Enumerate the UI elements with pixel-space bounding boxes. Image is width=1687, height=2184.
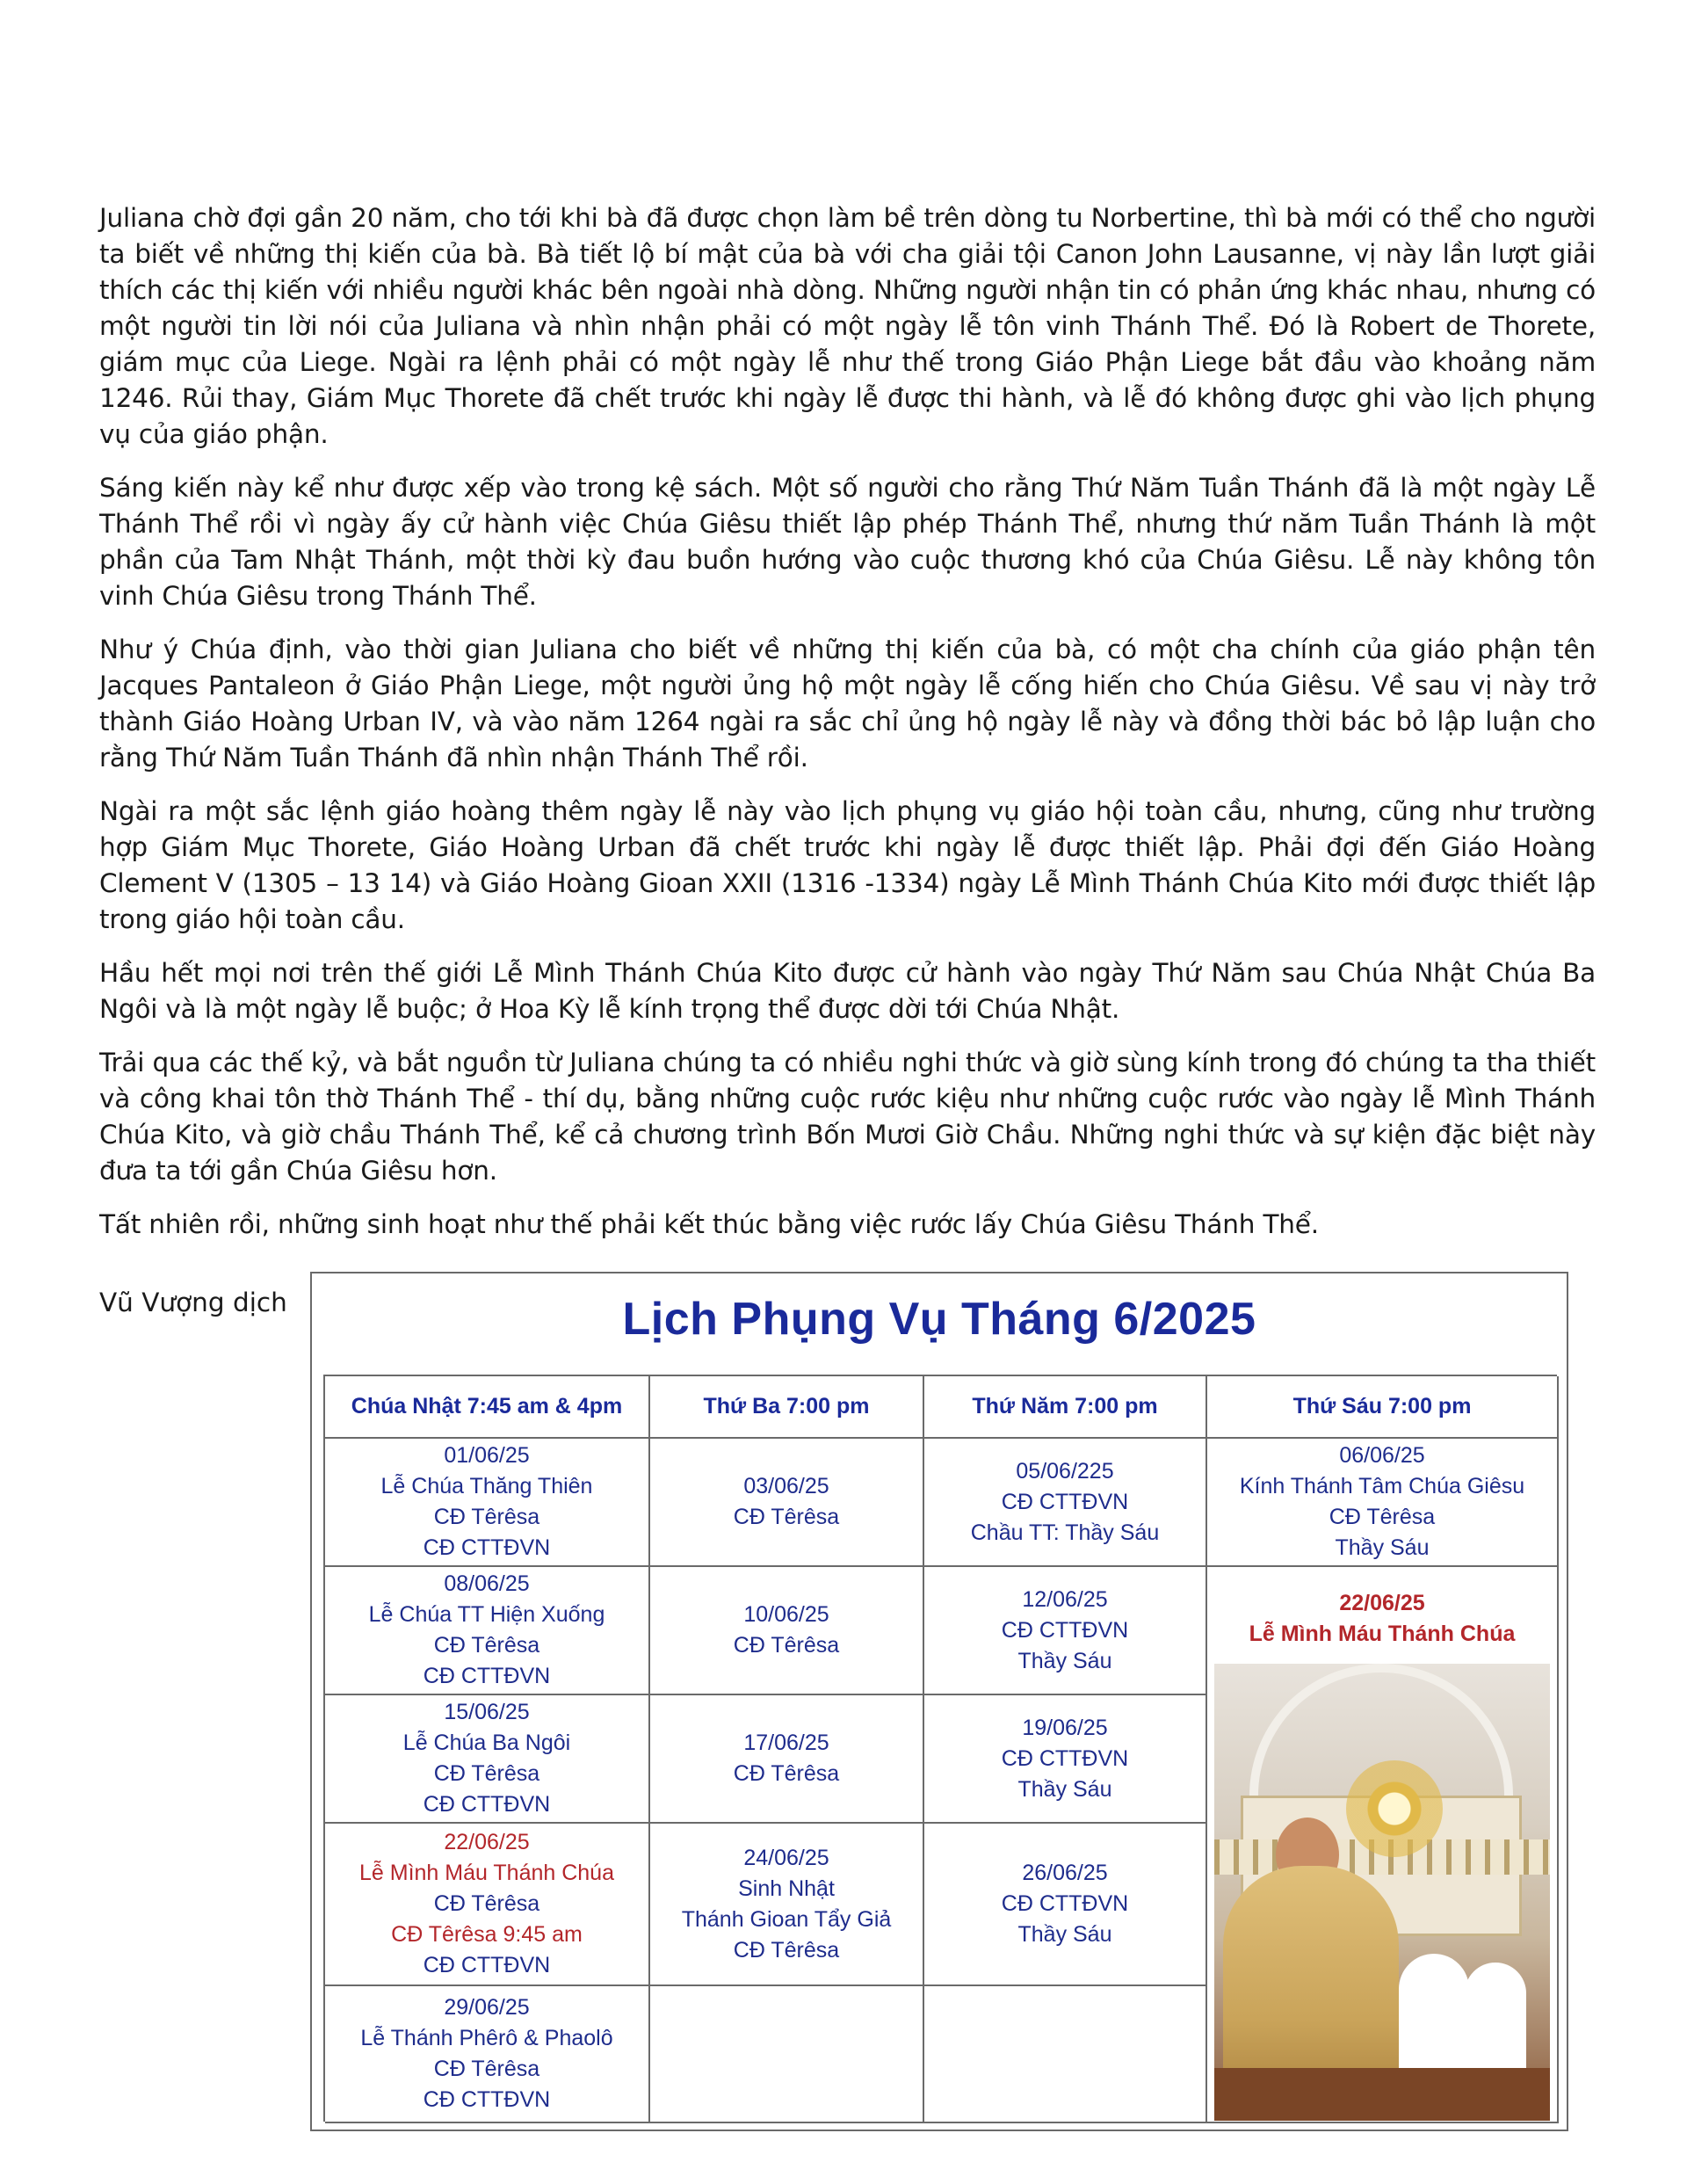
sunday-cell [325,1567,650,1695]
cell-line: CĐ Têrêsa [433,2057,540,2081]
feature-cell [1207,1567,1559,2123]
cell-line: Thầy Sáu [1017,1922,1112,1947]
feature-date: 22/06/25 [1339,1591,1425,1615]
header-thursday: Thứ Năm 7:00 pm [924,1376,1207,1439]
tuesday-cell [650,1567,924,1695]
cell-line: CĐ Têrêsa [733,1505,840,1529]
cell-line: CĐ Têrêsa [433,1633,540,1658]
cell-line: CĐ Têrêsa [1329,1505,1436,1529]
monstrance-icon [1346,1760,1443,1857]
paragraph-3: Như ý Chúa định, vào thời gian Juliana cho biết về những thị kiến của bà, có một cha chính của giáo phận tên Jacques Pantaleon ở Giáo Phận Liege, một người ủng hộ một ngày lễ cống hiến cho Chúa Giêsu. Về sau vị này trở thành Giáo Hoàng Urban IV, và vào năm 1264 ngài ra sắc chỉ ủng hộ ngày lễ này và đồng thời bác bỏ lập luận cho rằng Thứ Năm Tuần Thánh đã nhìn nhận Thánh Thể rồi. [99,635,1596,773]
cell-feast: Kính Thánh Tâm Chúa Giêsu [1239,1474,1525,1498]
sanctuary-floor [1214,2068,1550,2121]
cell-feast: Lễ Mình Máu Thánh Chúa [358,1861,614,1885]
thursday-cell [924,1439,1207,1567]
cell-line: CĐ CTTĐVN [1001,1617,1129,1643]
cell-date: 08/06/25 [444,1571,530,1596]
cell-date: 12/06/25 [1022,1586,1108,1612]
cell-line: CĐ Têrêsa [733,1761,840,1786]
cell-line: CĐ Têrêsa [433,1761,540,1786]
cell-line: CĐ Têrêsa 9:45 am [391,1922,583,1947]
cell-line: CĐ CTTĐVN [1001,1745,1129,1771]
cell-date: 10/06/25 [743,1602,829,1627]
cell-line: CĐ CTTĐVN [423,1535,551,1560]
paragraph-6: Trải qua các thế kỷ, và bắt nguồn từ Juliana chúng ta có nhiều nghi thức và giờ sùng kính trong đó chúng ta tha thiết và công khai tôn thờ Thánh Thể - thí dụ, bằng những cuộc rước kiệu như những cuộc rước vào ngày lễ Mình Thánh Chúa Kito, và giờ chầu Thánh Thể, kể cả chương trình Bốn Mươi Giờ Chầu. Những nghi thức và sự kiện đặc biệt này đưa ta tới gần Chúa Giêsu hơn. [99,1048,1596,1186]
paragraph-2: Sáng kiến này kể như được xếp vào trong kệ sách. Một số người cho rằng Thứ Năm Tuần Thánh đã là một ngày Lễ Thánh Thể rồi vì ngày ấy cử hành việc Chúa Giêsu thiết lập phép Thánh Thể, nhưng thứ năm Tuần Thánh là một phần của Tam Nhật Thánh, một thời kỳ đau buồn hướng vào cuộc thương khó của Chúa Giêsu. Lễ này không tôn vinh Chúa Giêsu trong Thánh Thể. [99,473,1596,611]
tuesday-cell-empty [650,1986,924,2123]
cell-line: Chầu TT: Thầy Sáu [970,1520,1160,1545]
header-friday: Thứ Sáu 7:00 pm [1207,1376,1559,1439]
cell-line: CĐ Têrêsa [733,1937,840,1963]
cell-date: 26/06/25 [1022,1861,1108,1885]
tuesday-cell [650,1824,924,1986]
thursday-cell [924,1567,1207,1695]
cell-line: CĐ CTTĐVN [1001,1891,1129,1916]
cell-date: 22/06/25 [444,1830,530,1854]
cell-line: CĐ Têrêsa [433,1891,540,1916]
translator-credit: Vũ Vượng dịch [99,1288,287,1317]
sunday-cell [325,1695,650,1824]
cell-date: 17/06/25 [743,1731,829,1755]
cell-date: 19/06/25 [1022,1715,1108,1740]
article-body [99,200,1596,1243]
cell-feast: Lễ Chúa TT Hiện Xuống [368,1602,605,1627]
thursday-cell [924,1695,1207,1824]
sunday-cell [325,1439,650,1567]
paragraph-1: Juliana chờ đợi gần 20 năm, cho tới khi bà đã được chọn làm bề trên dòng tu Norbertine, thì bà mới có thể cho người ta biết về những thị kiến của bà. Bà tiết lộ bí mật của bà với cha giải tội Canon John Lausanne, vị này lần lượt giải thích các thị kiến với nhiều người khác bên ngoài nhà dòng. Những người nhận tin có phản ứng khác nhau, nhưng có một người tin lời nói của Juliana và nhìn nhận phải có một ngày lễ tôn vinh Thánh Thể. Đó là Robert de Thorete, giám mục của Liege. Ngài ra lệnh phải có một ngày lễ như thế trong Giáo Phận Liege bắt đầu vào khoảng năm 1246. Rủi thay, Giám Mục Thorete đã chết trước khi ngày lễ được thi hành, và lễ đó không được ghi vào lịch phụng vụ của giáo phận. [99,203,1596,449]
cell-line: CĐ CTTĐVN [423,1664,551,1688]
altar-server [1399,1954,1469,2086]
sunday-cell-corpus-christi [325,1824,650,1986]
header-sunday: Chúa Nhật 7:45 am & 4pm [325,1376,650,1439]
cell-line: CĐ Têrêsa [733,1633,840,1658]
cell-line: Thánh Gioan Tẩy Giả [681,1906,892,1932]
paragraph-7: Tất nhiên rồi, những sinh hoạt như thế phải kết thúc bằng việc rước lấy Chúa Giêsu Thánh Thể. [99,1209,1319,1239]
cell-line: Thầy Sáu [1017,1648,1112,1673]
friday-cell [1207,1439,1559,1567]
cell-date: 05/06/225 [1016,1458,1114,1484]
cell-line: CĐ CTTĐVN [1001,1489,1129,1514]
cell-date: 15/06/25 [444,1700,530,1724]
eucharistic-procession-photo [1214,1664,1550,2121]
schedule-title: Lịch Phụng Vụ Tháng 6/2025 [622,1294,1256,1345]
liturgy-schedule [310,1272,1568,2131]
thursday-cell-empty [924,1986,1207,2123]
feature-title: Lễ Mình Máu Thánh Chúa [1249,1622,1516,1646]
tuesday-cell [650,1439,924,1567]
cell-feast: Lễ Chúa Thăng Thiên [380,1474,593,1498]
cell-line: CĐ CTTĐVN [423,2087,551,2112]
cell-feast: Lễ Chúa Ba Ngôi [402,1731,571,1755]
schedule-table [323,1375,1557,2122]
cell-feast: Lễ Thánh Phêrô & Phaolô [360,2026,613,2050]
cell-line: Thầy Sáu [1335,1535,1430,1560]
tuesday-cell [650,1695,924,1824]
cell-date: 06/06/25 [1339,1443,1425,1468]
cell-line: Thầy Sáu [1017,1776,1112,1802]
thursday-cell [924,1824,1207,1986]
cell-line: CĐ CTTĐVN [423,1953,551,1977]
cell-line: CĐ Têrêsa [433,1505,540,1529]
cell-date: 01/06/25 [444,1443,530,1468]
sunday-cell [325,1986,650,2123]
cell-line: Sinh Nhật [738,1876,835,1901]
cell-date: 29/06/25 [444,1995,530,2020]
header-tuesday: Thứ Ba 7:00 pm [650,1376,924,1439]
cell-line: CĐ CTTĐVN [423,1792,551,1817]
cell-date: 03/06/25 [743,1474,829,1498]
paragraph-5: Hầu hết mọi nơi trên thế giới Lễ Mình Thánh Chúa Kito được cử hành vào ngày Thứ Năm sau Chúa Nhật Chúa Ba Ngôi và là một ngày lễ buộc; ở Hoa Kỳ lễ kính trọng thể được dời tới Chúa Nhật. [99,958,1596,1024]
paragraph-4: Ngài ra một sắc lệnh giáo hoàng thêm ngày lễ này vào lịch phụng vụ giáo hội toàn cầu, nhưng, cũng như trường hợp Giám Mục Thorete, Giáo Hoàng Urban đã chết trước khi ngày lễ được thiết lập. Phải đợi đến Giáo Hoàng Clement V (1305 – 13 14) và Giáo Hoàng Gioan XXII (1316 -1334) ngày Lễ Mình Thánh Chúa Kito mới được thiết lập trong giáo hội toàn cầu. [99,796,1596,934]
cell-date: 24/06/25 [743,1845,829,1870]
